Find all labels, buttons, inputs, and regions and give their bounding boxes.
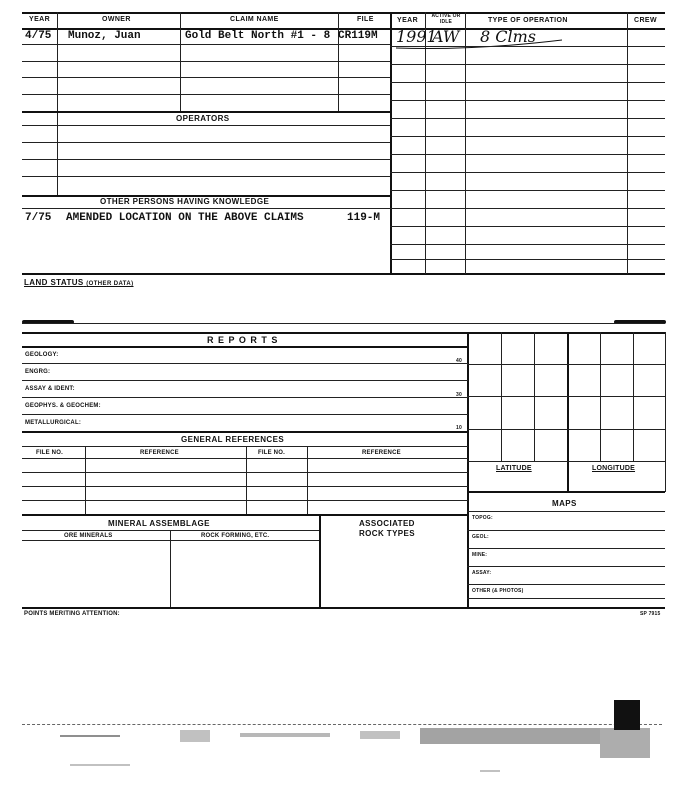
header-active-or-idle: ACTIVE OR IDLE — [431, 13, 461, 25]
header-owner: OWNER — [102, 16, 131, 23]
latitude-label: LATITUDE — [496, 465, 532, 472]
ore-minerals-label: ORE MINERALS — [64, 533, 113, 539]
header-crew: CREW — [634, 17, 657, 24]
header-claim-name: CLAIM NAME — [230, 16, 279, 23]
header-file: FILE — [357, 16, 374, 23]
header-type-of-operation: TYPE OF OPERATION — [488, 17, 568, 24]
ref-col-reference-2: REFERENCE — [362, 450, 401, 456]
reports-title: R E P O R T S — [207, 335, 279, 345]
report-metallurgical: METALLURGICAL: — [25, 420, 82, 426]
report-geophys: GEOPHYS. & GEOCHEM: — [25, 403, 101, 409]
longitude-label: LONGITUDE — [592, 465, 636, 472]
rock-forming-label: ROCK FORMING, ETC. — [201, 533, 270, 539]
map-assay: ASSAY: — [472, 570, 492, 576]
form-number: SP 7915 — [640, 611, 661, 617]
header-year: YEAR — [29, 16, 51, 23]
map-geol: GEOL: — [472, 534, 489, 540]
ref-col-file-no-2: FILE NO. — [258, 450, 285, 456]
handwritten-status: AW — [432, 27, 460, 46]
other-persons-file: 119-M — [347, 212, 381, 224]
handwritten-year: 1991 — [396, 27, 437, 46]
claim-owner: Munoz, Juan — [68, 30, 141, 42]
claim-year: 4/75 — [25, 30, 52, 42]
land-status-title — [24, 278, 134, 287]
other-persons-title: OTHER PERSONS HAVING KNOWLEDGE — [100, 197, 270, 206]
other-persons-date: 7/75 — [25, 212, 52, 224]
handwritten-operation: 8 Clms — [480, 27, 537, 46]
land-status-subtitle: (OTHER DATA) — [86, 281, 134, 287]
header-activity-year: YEAR — [397, 17, 419, 24]
map-mine: MINE: — [472, 552, 488, 558]
claim-name: Gold Belt North #1 - 8 — [185, 30, 331, 42]
points-meriting-attention: POINTS MERITING ATTENTION: — [24, 611, 120, 617]
associated-rock-types-line1: ASSOCIATED — [359, 519, 415, 528]
mineral-assemblage-title: MINERAL ASSEMBLAGE — [108, 519, 210, 528]
other-persons-text: AMENDED LOCATION ON THE ABOVE CLAIMS — [66, 212, 304, 224]
maps-title: MAPS — [552, 499, 577, 508]
report-geology: GEOLOGY: — [25, 352, 59, 358]
handwriting-underline — [392, 28, 592, 52]
report-geology-num: 40 — [456, 358, 462, 364]
general-references-title: GENERAL REFERENCES — [181, 435, 285, 444]
land-status-label: LAND STATUS — [24, 278, 84, 287]
ref-col-file-no-1: FILE NO. — [36, 450, 63, 456]
report-assay: ASSAY & IDENT: — [25, 386, 75, 392]
report-assay-num: 30 — [456, 392, 462, 398]
claim-file: CR119M — [338, 30, 378, 42]
map-other: OTHER (& PHOTOS) — [472, 588, 524, 594]
associated-rock-types-line2: ROCK TYPES — [359, 529, 416, 538]
report-metallurgical-num: 10 — [456, 425, 462, 431]
report-engrg: ENGRG: — [25, 369, 51, 375]
ref-col-reference-1: REFERENCE — [140, 450, 179, 456]
map-topog: TOPOG: — [472, 515, 493, 521]
operators-title: OPERATORS — [176, 114, 230, 123]
